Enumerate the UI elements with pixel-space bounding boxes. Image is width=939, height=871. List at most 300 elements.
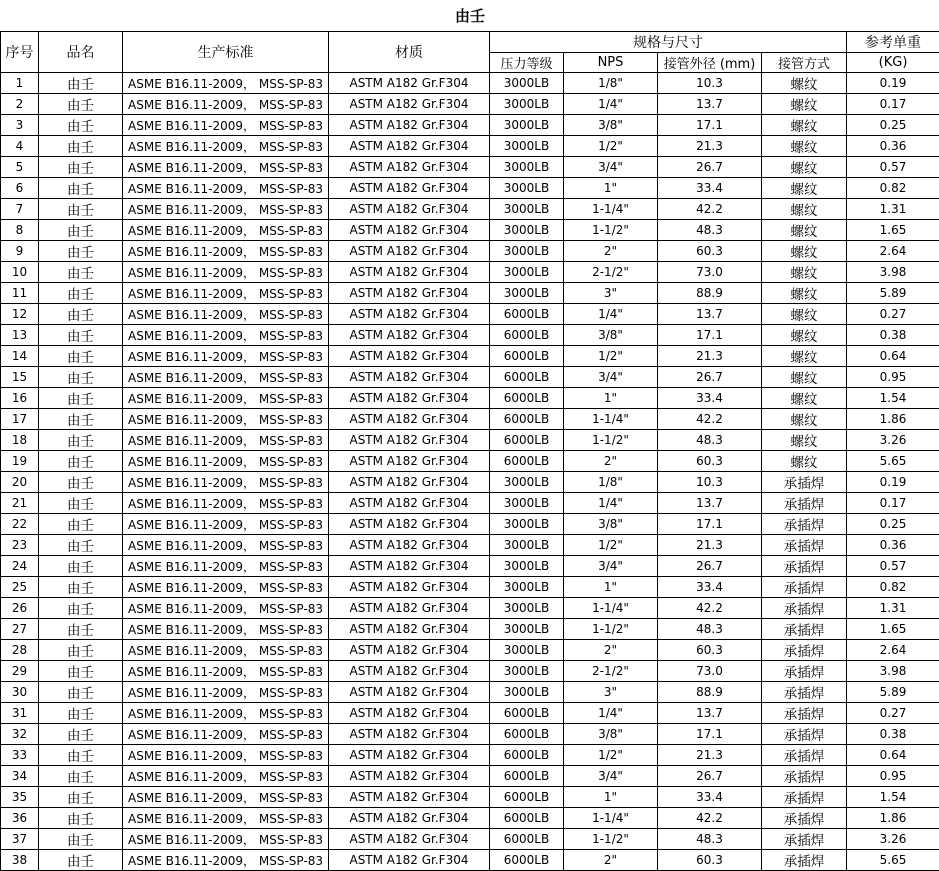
cell-name: 由壬 — [39, 262, 123, 283]
cell-no: 1 — [1, 73, 39, 94]
cell-material: ASTM A182 Gr.F304 — [329, 619, 490, 640]
cell-name: 由壬 — [39, 703, 123, 724]
cell-no: 12 — [1, 304, 39, 325]
cell-pressure: 3000LB — [490, 178, 564, 199]
cell-od: 73.0 — [658, 262, 762, 283]
cell-material: ASTM A182 Gr.F304 — [329, 136, 490, 157]
cell-pressure: 3000LB — [490, 157, 564, 178]
cell-weight: 0.38 — [847, 724, 939, 745]
cell-standard: ASME B16.11-2009， MSS-SP-83 — [123, 346, 329, 367]
cell-material: ASTM A182 Gr.F304 — [329, 451, 490, 472]
table-row — [1, 430, 939, 451]
cell-conn: 承插焊 — [762, 535, 847, 556]
cell-weight: 1.54 — [847, 388, 939, 409]
cell-no: 13 — [1, 325, 39, 346]
cell-standard: ASME B16.11-2009， MSS-SP-83 — [123, 640, 329, 661]
cell-material: ASTM A182 Gr.F304 — [329, 283, 490, 304]
table-row — [1, 619, 939, 640]
cell-od: 73.0 — [658, 661, 762, 682]
cell-name: 由壬 — [39, 472, 123, 493]
cell-material: ASTM A182 Gr.F304 — [329, 472, 490, 493]
cell-material: ASTM A182 Gr.F304 — [329, 94, 490, 115]
cell-standard: ASME B16.11-2009， MSS-SP-83 — [123, 94, 329, 115]
cell-nps: 3/8" — [564, 514, 658, 535]
cell-nps: 1-1/2" — [564, 829, 658, 850]
table-row — [1, 724, 939, 745]
table-row — [1, 514, 939, 535]
cell-no: 18 — [1, 430, 39, 451]
cell-nps: 2" — [564, 451, 658, 472]
table-row — [1, 703, 939, 724]
cell-conn: 承插焊 — [762, 598, 847, 619]
cell-nps: 1/2" — [564, 745, 658, 766]
cell-conn: 螺纹 — [762, 220, 847, 241]
cell-nps: 1" — [564, 787, 658, 808]
cell-conn: 承插焊 — [762, 577, 847, 598]
cell-name: 由壬 — [39, 136, 123, 157]
cell-pressure: 3000LB — [490, 682, 564, 703]
cell-weight: 1.31 — [847, 199, 939, 220]
cell-weight: 0.95 — [847, 367, 939, 388]
cell-nps: 1" — [564, 178, 658, 199]
cell-name: 由壬 — [39, 850, 123, 871]
cell-no: 3 — [1, 115, 39, 136]
cell-nps: 3" — [564, 682, 658, 703]
cell-standard: ASME B16.11-2009， MSS-SP-83 — [123, 115, 329, 136]
cell-weight: 0.82 — [847, 178, 939, 199]
table-row — [1, 367, 939, 388]
cell-material: ASTM A182 Gr.F304 — [329, 535, 490, 556]
cell-od: 33.4 — [658, 787, 762, 808]
cell-standard: ASME B16.11-2009， MSS-SP-83 — [123, 241, 329, 262]
cell-material: ASTM A182 Gr.F304 — [329, 766, 490, 787]
cell-nps: 1/4" — [564, 493, 658, 514]
cell-name: 由壬 — [39, 661, 123, 682]
header-weight: 参考单重 — [847, 32, 939, 53]
cell-name: 由壬 — [39, 73, 123, 94]
cell-nps: 1/2" — [564, 346, 658, 367]
cell-no: 20 — [1, 472, 39, 493]
cell-material: ASTM A182 Gr.F304 — [329, 157, 490, 178]
cell-pressure: 3000LB — [490, 493, 564, 514]
cell-no: 8 — [1, 220, 39, 241]
cell-material: ASTM A182 Gr.F304 — [329, 388, 490, 409]
cell-name: 由壬 — [39, 535, 123, 556]
cell-weight: 3.26 — [847, 430, 939, 451]
cell-no: 11 — [1, 283, 39, 304]
cell-conn: 螺纹 — [762, 136, 847, 157]
table-row — [1, 577, 939, 598]
cell-no: 2 — [1, 94, 39, 115]
cell-weight: 5.89 — [847, 682, 939, 703]
cell-nps: 1" — [564, 577, 658, 598]
cell-material: ASTM A182 Gr.F304 — [329, 304, 490, 325]
table-row — [1, 388, 939, 409]
cell-standard: ASME B16.11-2009， MSS-SP-83 — [123, 619, 329, 640]
cell-nps: 1/4" — [564, 304, 658, 325]
cell-material: ASTM A182 Gr.F304 — [329, 787, 490, 808]
cell-weight: 2.64 — [847, 640, 939, 661]
cell-pressure: 3000LB — [490, 136, 564, 157]
cell-pressure: 3000LB — [490, 472, 564, 493]
cell-no: 31 — [1, 703, 39, 724]
cell-conn: 螺纹 — [762, 409, 847, 430]
cell-nps: 2-1/2" — [564, 262, 658, 283]
cell-name: 由壬 — [39, 178, 123, 199]
cell-weight: 1.86 — [847, 808, 939, 829]
cell-pressure: 6000LB — [490, 703, 564, 724]
cell-conn: 螺纹 — [762, 115, 847, 136]
cell-no: 35 — [1, 787, 39, 808]
cell-weight: 0.25 — [847, 514, 939, 535]
table-row — [1, 493, 939, 514]
cell-nps: 3/4" — [564, 766, 658, 787]
cell-conn: 承插焊 — [762, 745, 847, 766]
header-nps: NPS — [564, 53, 658, 73]
cell-material: ASTM A182 Gr.F304 — [329, 808, 490, 829]
cell-conn: 螺纹 — [762, 199, 847, 220]
cell-name: 由壬 — [39, 619, 123, 640]
cell-pressure: 3000LB — [490, 73, 564, 94]
header-standard: 生产标准 — [123, 32, 329, 73]
header-material: 材质 — [329, 32, 490, 73]
cell-pressure: 3000LB — [490, 241, 564, 262]
cell-name: 由壬 — [39, 640, 123, 661]
cell-no: 17 — [1, 409, 39, 430]
cell-name: 由壬 — [39, 346, 123, 367]
cell-name: 由壬 — [39, 430, 123, 451]
cell-nps: 2" — [564, 241, 658, 262]
cell-pressure: 6000LB — [490, 346, 564, 367]
cell-standard: ASME B16.11-2009， MSS-SP-83 — [123, 262, 329, 283]
cell-name: 由壬 — [39, 283, 123, 304]
cell-name: 由壬 — [39, 766, 123, 787]
cell-od: 26.7 — [658, 556, 762, 577]
cell-od: 42.2 — [658, 808, 762, 829]
cell-pressure: 3000LB — [490, 619, 564, 640]
cell-conn: 螺纹 — [762, 157, 847, 178]
cell-conn: 螺纹 — [762, 304, 847, 325]
cell-od: 10.3 — [658, 73, 762, 94]
table-row — [1, 94, 939, 115]
cell-pressure: 6000LB — [490, 724, 564, 745]
cell-nps: 1/2" — [564, 136, 658, 157]
cell-material: ASTM A182 Gr.F304 — [329, 514, 490, 535]
cell-od: 88.9 — [658, 283, 762, 304]
cell-standard: ASME B16.11-2009， MSS-SP-83 — [123, 661, 329, 682]
cell-name: 由壬 — [39, 787, 123, 808]
cell-no: 37 — [1, 829, 39, 850]
cell-no: 36 — [1, 808, 39, 829]
cell-no: 26 — [1, 598, 39, 619]
cell-material: ASTM A182 Gr.F304 — [329, 640, 490, 661]
cell-pressure: 6000LB — [490, 304, 564, 325]
cell-standard: ASME B16.11-2009， MSS-SP-83 — [123, 304, 329, 325]
cell-conn: 螺纹 — [762, 346, 847, 367]
cell-material: ASTM A182 Gr.F304 — [329, 703, 490, 724]
cell-weight: 1.86 — [847, 409, 939, 430]
cell-od: 17.1 — [658, 514, 762, 535]
cell-od: 33.4 — [658, 178, 762, 199]
cell-pressure: 3000LB — [490, 535, 564, 556]
table-row — [1, 829, 939, 850]
cell-material: ASTM A182 Gr.F304 — [329, 598, 490, 619]
cell-nps: 1-1/4" — [564, 409, 658, 430]
cell-od: 42.2 — [658, 199, 762, 220]
cell-standard: ASME B16.11-2009， MSS-SP-83 — [123, 157, 329, 178]
cell-standard: ASME B16.11-2009， MSS-SP-83 — [123, 136, 329, 157]
cell-standard: ASME B16.11-2009， MSS-SP-83 — [123, 598, 329, 619]
cell-pressure: 6000LB — [490, 451, 564, 472]
cell-pressure: 6000LB — [490, 367, 564, 388]
cell-name: 由壬 — [39, 577, 123, 598]
cell-standard: ASME B16.11-2009， MSS-SP-83 — [123, 850, 329, 871]
cell-od: 33.4 — [658, 388, 762, 409]
cell-no: 38 — [1, 850, 39, 871]
cell-pressure: 3000LB — [490, 220, 564, 241]
cell-nps: 1-1/4" — [564, 808, 658, 829]
cell-conn: 螺纹 — [762, 73, 847, 94]
cell-conn: 承插焊 — [762, 556, 847, 577]
cell-pressure: 6000LB — [490, 850, 564, 871]
cell-od: 21.3 — [658, 745, 762, 766]
cell-weight: 0.64 — [847, 745, 939, 766]
cell-name: 由壬 — [39, 556, 123, 577]
cell-conn: 承插焊 — [762, 514, 847, 535]
cell-nps: 1-1/2" — [564, 619, 658, 640]
cell-no: 28 — [1, 640, 39, 661]
cell-weight: 0.25 — [847, 115, 939, 136]
table-row — [1, 472, 939, 493]
cell-no: 19 — [1, 451, 39, 472]
cell-pressure: 6000LB — [490, 808, 564, 829]
cell-conn: 螺纹 — [762, 388, 847, 409]
cell-material: ASTM A182 Gr.F304 — [329, 325, 490, 346]
cell-conn: 承插焊 — [762, 640, 847, 661]
table-row — [1, 535, 939, 556]
cell-name: 由壬 — [39, 451, 123, 472]
cell-pressure: 3000LB — [490, 598, 564, 619]
cell-material: ASTM A182 Gr.F304 — [329, 577, 490, 598]
cell-name: 由壬 — [39, 220, 123, 241]
cell-pressure: 3000LB — [490, 514, 564, 535]
cell-standard: ASME B16.11-2009， MSS-SP-83 — [123, 325, 329, 346]
cell-conn: 承插焊 — [762, 472, 847, 493]
cell-material: ASTM A182 Gr.F304 — [329, 745, 490, 766]
cell-od: 60.3 — [658, 640, 762, 661]
cell-weight: 0.17 — [847, 94, 939, 115]
table-row — [1, 598, 939, 619]
cell-pressure: 6000LB — [490, 325, 564, 346]
cell-pressure: 6000LB — [490, 430, 564, 451]
cell-nps: 2-1/2" — [564, 661, 658, 682]
cell-no: 33 — [1, 745, 39, 766]
cell-nps: 1/8" — [564, 472, 658, 493]
cell-no: 7 — [1, 199, 39, 220]
cell-no: 5 — [1, 157, 39, 178]
cell-standard: ASME B16.11-2009， MSS-SP-83 — [123, 808, 329, 829]
cell-weight: 0.36 — [847, 535, 939, 556]
cell-pressure: 3000LB — [490, 283, 564, 304]
cell-od: 13.7 — [658, 493, 762, 514]
cell-nps: 3/8" — [564, 325, 658, 346]
cell-standard: ASME B16.11-2009， MSS-SP-83 — [123, 283, 329, 304]
cell-conn: 螺纹 — [762, 367, 847, 388]
cell-standard: ASME B16.11-2009， MSS-SP-83 — [123, 430, 329, 451]
cell-name: 由壬 — [39, 367, 123, 388]
cell-pressure: 3000LB — [490, 262, 564, 283]
cell-material: ASTM A182 Gr.F304 — [329, 556, 490, 577]
cell-material: ASTM A182 Gr.F304 — [329, 199, 490, 220]
cell-od: 48.3 — [658, 619, 762, 640]
cell-weight: 3.98 — [847, 661, 939, 682]
cell-name: 由壬 — [39, 199, 123, 220]
cell-name: 由壬 — [39, 829, 123, 850]
cell-weight: 0.19 — [847, 472, 939, 493]
cell-name: 由壬 — [39, 598, 123, 619]
cell-nps: 3/4" — [564, 157, 658, 178]
cell-weight: 0.82 — [847, 577, 939, 598]
cell-material: ASTM A182 Gr.F304 — [329, 724, 490, 745]
cell-conn: 螺纹 — [762, 430, 847, 451]
cell-od: 88.9 — [658, 682, 762, 703]
cell-nps: 2" — [564, 850, 658, 871]
cell-weight: 5.65 — [847, 850, 939, 871]
cell-weight: 0.57 — [847, 157, 939, 178]
cell-weight: 0.17 — [847, 493, 939, 514]
cell-no: 25 — [1, 577, 39, 598]
cell-conn: 承插焊 — [762, 724, 847, 745]
cell-weight: 0.38 — [847, 325, 939, 346]
cell-name: 由壬 — [39, 724, 123, 745]
cell-conn: 螺纹 — [762, 451, 847, 472]
cell-conn: 螺纹 — [762, 178, 847, 199]
cell-od: 21.3 — [658, 346, 762, 367]
table-row — [1, 157, 939, 178]
cell-weight: 0.64 — [847, 346, 939, 367]
cell-conn: 螺纹 — [762, 94, 847, 115]
table-row — [1, 262, 939, 283]
cell-no: 22 — [1, 514, 39, 535]
cell-standard: ASME B16.11-2009， MSS-SP-83 — [123, 682, 329, 703]
cell-name: 由壬 — [39, 115, 123, 136]
cell-standard: ASME B16.11-2009， MSS-SP-83 — [123, 472, 329, 493]
cell-standard: ASME B16.11-2009， MSS-SP-83 — [123, 178, 329, 199]
table-row — [1, 346, 939, 367]
cell-standard: ASME B16.11-2009， MSS-SP-83 — [123, 829, 329, 850]
cell-standard: ASME B16.11-2009， MSS-SP-83 — [123, 724, 329, 745]
cell-od: 26.7 — [658, 157, 762, 178]
cell-standard: ASME B16.11-2009， MSS-SP-83 — [123, 535, 329, 556]
cell-standard: ASME B16.11-2009， MSS-SP-83 — [123, 493, 329, 514]
cell-nps: 2" — [564, 640, 658, 661]
cell-nps: 3/8" — [564, 115, 658, 136]
cell-od: 17.1 — [658, 115, 762, 136]
cell-name: 由壬 — [39, 325, 123, 346]
cell-no: 14 — [1, 346, 39, 367]
cell-name: 由壬 — [39, 388, 123, 409]
cell-material: ASTM A182 Gr.F304 — [329, 409, 490, 430]
cell-od: 26.7 — [658, 367, 762, 388]
cell-no: 21 — [1, 493, 39, 514]
cell-od: 48.3 — [658, 220, 762, 241]
cell-name: 由壬 — [39, 745, 123, 766]
cell-pressure: 3000LB — [490, 577, 564, 598]
cell-material: ASTM A182 Gr.F304 — [329, 346, 490, 367]
table-row — [1, 73, 939, 94]
cell-no: 27 — [1, 619, 39, 640]
table-row — [1, 745, 939, 766]
cell-od: 26.7 — [658, 766, 762, 787]
cell-conn: 承插焊 — [762, 766, 847, 787]
cell-material: ASTM A182 Gr.F304 — [329, 493, 490, 514]
cell-standard: ASME B16.11-2009， MSS-SP-83 — [123, 745, 329, 766]
cell-standard: ASME B16.11-2009， MSS-SP-83 — [123, 199, 329, 220]
cell-od: 10.3 — [658, 472, 762, 493]
cell-nps: 1/4" — [564, 94, 658, 115]
cell-conn: 螺纹 — [762, 262, 847, 283]
cell-material: ASTM A182 Gr.F304 — [329, 115, 490, 136]
cell-name: 由壬 — [39, 514, 123, 535]
table-row — [1, 850, 939, 871]
cell-standard: ASME B16.11-2009， MSS-SP-83 — [123, 514, 329, 535]
table-row — [1, 241, 939, 262]
cell-pressure: 6000LB — [490, 745, 564, 766]
cell-no: 4 — [1, 136, 39, 157]
cell-no: 24 — [1, 556, 39, 577]
cell-material: ASTM A182 Gr.F304 — [329, 430, 490, 451]
table-row — [1, 766, 939, 787]
cell-od: 42.2 — [658, 598, 762, 619]
header-weight-unit: (KG) — [847, 53, 939, 73]
cell-pressure: 3000LB — [490, 94, 564, 115]
cell-od: 33.4 — [658, 577, 762, 598]
cell-standard: ASME B16.11-2009， MSS-SP-83 — [123, 220, 329, 241]
cell-no: 15 — [1, 367, 39, 388]
cell-material: ASTM A182 Gr.F304 — [329, 262, 490, 283]
cell-nps: 1/2" — [564, 535, 658, 556]
cell-name: 由壬 — [39, 493, 123, 514]
table-title: 由壬 — [1, 0, 939, 32]
cell-material: ASTM A182 Gr.F304 — [329, 220, 490, 241]
cell-standard: ASME B16.11-2009， MSS-SP-83 — [123, 787, 329, 808]
cell-conn: 承插焊 — [762, 682, 847, 703]
table-row — [1, 136, 939, 157]
cell-pressure: 3000LB — [490, 199, 564, 220]
cell-conn: 承插焊 — [762, 493, 847, 514]
cell-name: 由壬 — [39, 808, 123, 829]
cell-material: ASTM A182 Gr.F304 — [329, 367, 490, 388]
cell-weight: 0.19 — [847, 73, 939, 94]
cell-no: 9 — [1, 241, 39, 262]
cell-weight: 3.98 — [847, 262, 939, 283]
cell-no: 29 — [1, 661, 39, 682]
cell-nps: 1/8" — [564, 73, 658, 94]
cell-pressure: 6000LB — [490, 766, 564, 787]
cell-standard: ASME B16.11-2009， MSS-SP-83 — [123, 409, 329, 430]
cell-weight: 1.65 — [847, 220, 939, 241]
cell-conn: 承插焊 — [762, 661, 847, 682]
cell-material: ASTM A182 Gr.F304 — [329, 178, 490, 199]
table-row — [1, 283, 939, 304]
cell-conn: 承插焊 — [762, 850, 847, 871]
table-row — [1, 115, 939, 136]
cell-pressure: 6000LB — [490, 829, 564, 850]
cell-conn: 螺纹 — [762, 241, 847, 262]
cell-weight: 0.95 — [847, 766, 939, 787]
cell-od: 48.3 — [658, 430, 762, 451]
cell-od: 21.3 — [658, 136, 762, 157]
